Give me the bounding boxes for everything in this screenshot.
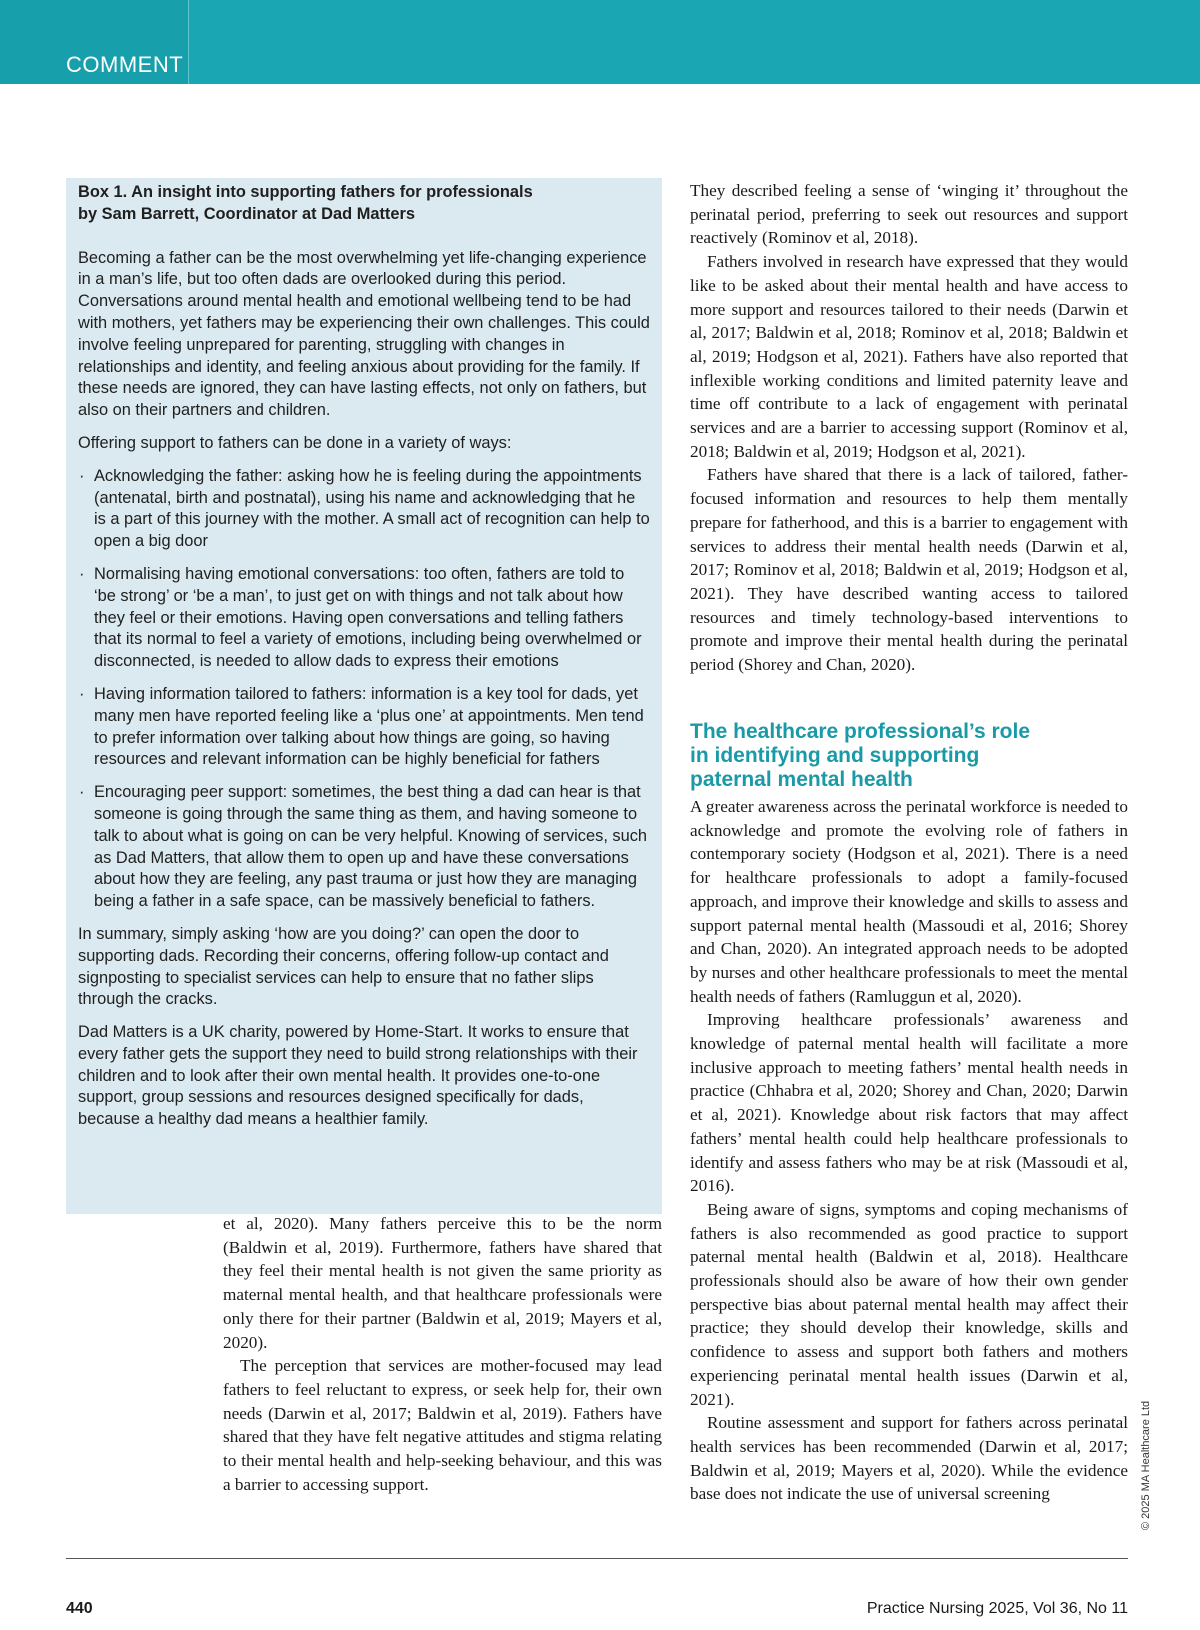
list-item-text: Normalising having emotional conversations: too often, fathers are told to ‘be strong’ or ‘be a man’, to just get on with things and not talk about how they feel or their emotions. Having open conversations and telling fathers that its normal to feel a variety of emotions, including being overwhelmed or disconnected, is needed to allow dads to express their emotions <box>94 564 642 671</box>
list-item-text: Acknowledging the father: asking how he is feeling during the appointments (antenatal, birth and postnatal), using his name and acknowledging that he is a part of this journey with the mother. A small act of recognition can help to open a big door <box>94 466 650 551</box>
journal-reference: Practice Nursing 2025, Vol 36, No 11 <box>866 1600 1128 1617</box>
right-body-column-bottom <box>690 795 1128 1506</box>
list-item-text: Encouraging peer support: sometimes, the best thing a dad can hear is that someone is going through the same thing as them, and having someone to talk to about what is going on can be very helpful. Knowing of services, such as Dad Matters, that allow them to open up and have these conversations about how they are feeling, any past trauma or just how they are managing being a father in a safe space, can be massively beneficial to fathers. <box>94 783 648 911</box>
insight-box <box>66 178 662 1214</box>
section-heading-line: The healthcare professional’s role <box>690 720 1030 743</box>
list-item <box>78 684 650 771</box>
body-paragraph: They described feeling a sense of ‘winging it’ throughout the perinatal period, preferring to seek out resources and support reactively (Rominov et al, 2018). <box>690 181 1128 248</box>
body-paragraph: Improving healthcare professionals’ awareness and knowledge of paternal mental health will facilitate a more inclusive approach to meeting fathers’ mental health needs in practice (Chhabra et al, 2020; Shorey and Chan, 2020; Darwin et al, 2021). Knowledge about risk factors that may affect fathers’ mental health could help healthcare professionals to identify and assess fathers who may be at risk (Massoudi et al, 2016). <box>690 1010 1128 1196</box>
list-item-text: Having information tailored to fathers: information is a key tool for dads, yet many men have reported feeling like a ‘plus one’ at appointments. Men tend to prefer information over talking about how things are going, so having resources and relevant information can be highly beneficial for fathers <box>94 684 644 769</box>
box-about: Dad Matters is a UK charity, powered by Home-Start. It works to ensure that every father gets the support they need to build strong relationships with their children and to look after their own mental health. It provides one-to-one support, group sessions and resources designed specifically for dads, because a healthy dad means a healthier family. <box>78 1023 638 1129</box>
box-bullet-list <box>78 466 650 913</box>
section-label: COMMENT <box>66 52 184 77</box>
list-item <box>78 466 650 553</box>
box-title-line: by Sam Barrett, Coordinator at Dad Matters <box>78 204 415 223</box>
section-heading-line: in identifying and supporting <box>690 744 980 767</box>
footer-divider <box>66 1558 1128 1559</box>
section-heading-line: paternal mental health <box>690 768 913 791</box>
body-paragraph: Routine assessment and support for fathers across perinatal health services has been recommended (Darwin et al, 2017; Baldwin et al, 2019; Mayers et al, 2020). While the evidence base does not indicate the use of universal screening <box>690 1413 1128 1504</box>
box-summary: In summary, simply asking ‘how are you doing?’ can open the door to supporting dads. Recording their concerns, offering follow-up contact and signposting to specialist services can help to ensure that no father slips through the cracks. <box>78 924 609 1009</box>
bullet-icon: · <box>79 466 85 485</box>
body-paragraph: A greater awareness across the perinatal workforce is needed to acknowledge and promote the evolving role of fathers in contemporary society (Hodgson et al, 2021). There is a need for healthcare professionals to adopt a family-focused approach, and improve their knowledge and skills to assess and support paternal mental health (Massoudi et al, 2016; Shorey and Chan, 2020). An integrated approach needs to be adopted by nurses and other healthcare professionals to meet the mental health needs of fathers (Ramluggun et al, 2020). <box>690 797 1128 1006</box>
bullet-icon: · <box>79 783 85 802</box>
list-item <box>78 564 650 673</box>
list-item <box>78 782 650 913</box>
body-paragraph: Being aware of signs, symptoms and coping mechanisms of fathers is also recommended as good practice to support paternal mental health (Baldwin et al, 2018). Healthcare professionals should also be aware of how their own gender perspective bias about paternal mental health may affect their practice; they should develop their knowledge, skills and confidence to assess and support both fathers and mothers experiencing perinatal mental health issues (Darwin et al, 2021). <box>690 1199 1128 1409</box>
page-number: 440 <box>66 1600 93 1617</box>
box-title-line: Box 1. An insight into supporting fathers for professionals <box>78 183 533 201</box>
box-intro: Becoming a father can be the most overwhelming yet life-changing experience in a man’s life, but too often dads are overlooked during this period. Conversations around mental health and emotional wellbeing tend to be had with mothers, yet fathers may be experiencing their own challenges. This could involve feeling unprepared for parenting, struggling with changes in relationships and identity, and feeling anxious about providing for the family. If these needs are ignored, they can have lasting effects, not only on fathers, but also on their partners and children. <box>78 248 650 420</box>
body-paragraph: et al, 2020). Many fathers perceive this to be the norm (Baldwin et al, 2019). Furthermore, fathers have shared that they feel their mental health is not given the same priority as maternal mental health, and that healthcare professionals were only there for their partner (Baldwin et al, 2019; Mayers et al, 2020). <box>223 1214 662 1352</box>
box-ways-intro: Offering support to fathers can be done in a variety of ways: <box>78 433 512 452</box>
copyright-notice: © 2025 MA Healthcare Ltd <box>1140 1400 1152 1530</box>
right-body-column-top <box>690 179 1128 677</box>
section-heading <box>690 720 1110 792</box>
body-paragraph: Fathers have shared that there is a lack of tailored, father-focused information and resources to help them mentally prepare for fatherhood, and this is a barrier to engagement with services to address their mental health needs (Darwin et al, 2017; Rominov et al, 2018; Baldwin et al, 2019; Hodgson et al, 2021). They have described wanting access to tailored resources and timely technology-based interventions to promote and improve their mental health during the perinatal period (Shorey and Chan, 2020). <box>690 465 1128 675</box>
bullet-icon: · <box>79 564 85 583</box>
body-paragraph: The perception that services are mother-focused may lead fathers to feel reluctant to express, or seek help for, their own needs (Darwin et al, 2017; Baldwin et al, 2019). Fathers have shared that they have felt negative attitudes and stigma relating to their mental health and help-seeking behaviour, and this was a barrier to accessing support. <box>223 1356 662 1494</box>
body-paragraph: Fathers involved in research have expressed that they would like to be asked about their mental health and have access to more support and resources tailored to their needs (Darwin et al, 2017; Baldwin et al, 2018; Rominov et al, 2018; Baldwin et al, 2019; Hodgson et al, 2021). Fathers have also reported that inflexible working conditions and limited paternity leave and time off contribute to a lack of engagement with perinatal services and are a barrier to accessing support (Rominov et al, 2018; Baldwin et al, 2019; Hodgson et al, 2021). <box>690 252 1128 461</box>
box-title <box>78 182 650 226</box>
bullet-icon: · <box>79 684 85 703</box>
left-body-column <box>223 1212 662 1496</box>
